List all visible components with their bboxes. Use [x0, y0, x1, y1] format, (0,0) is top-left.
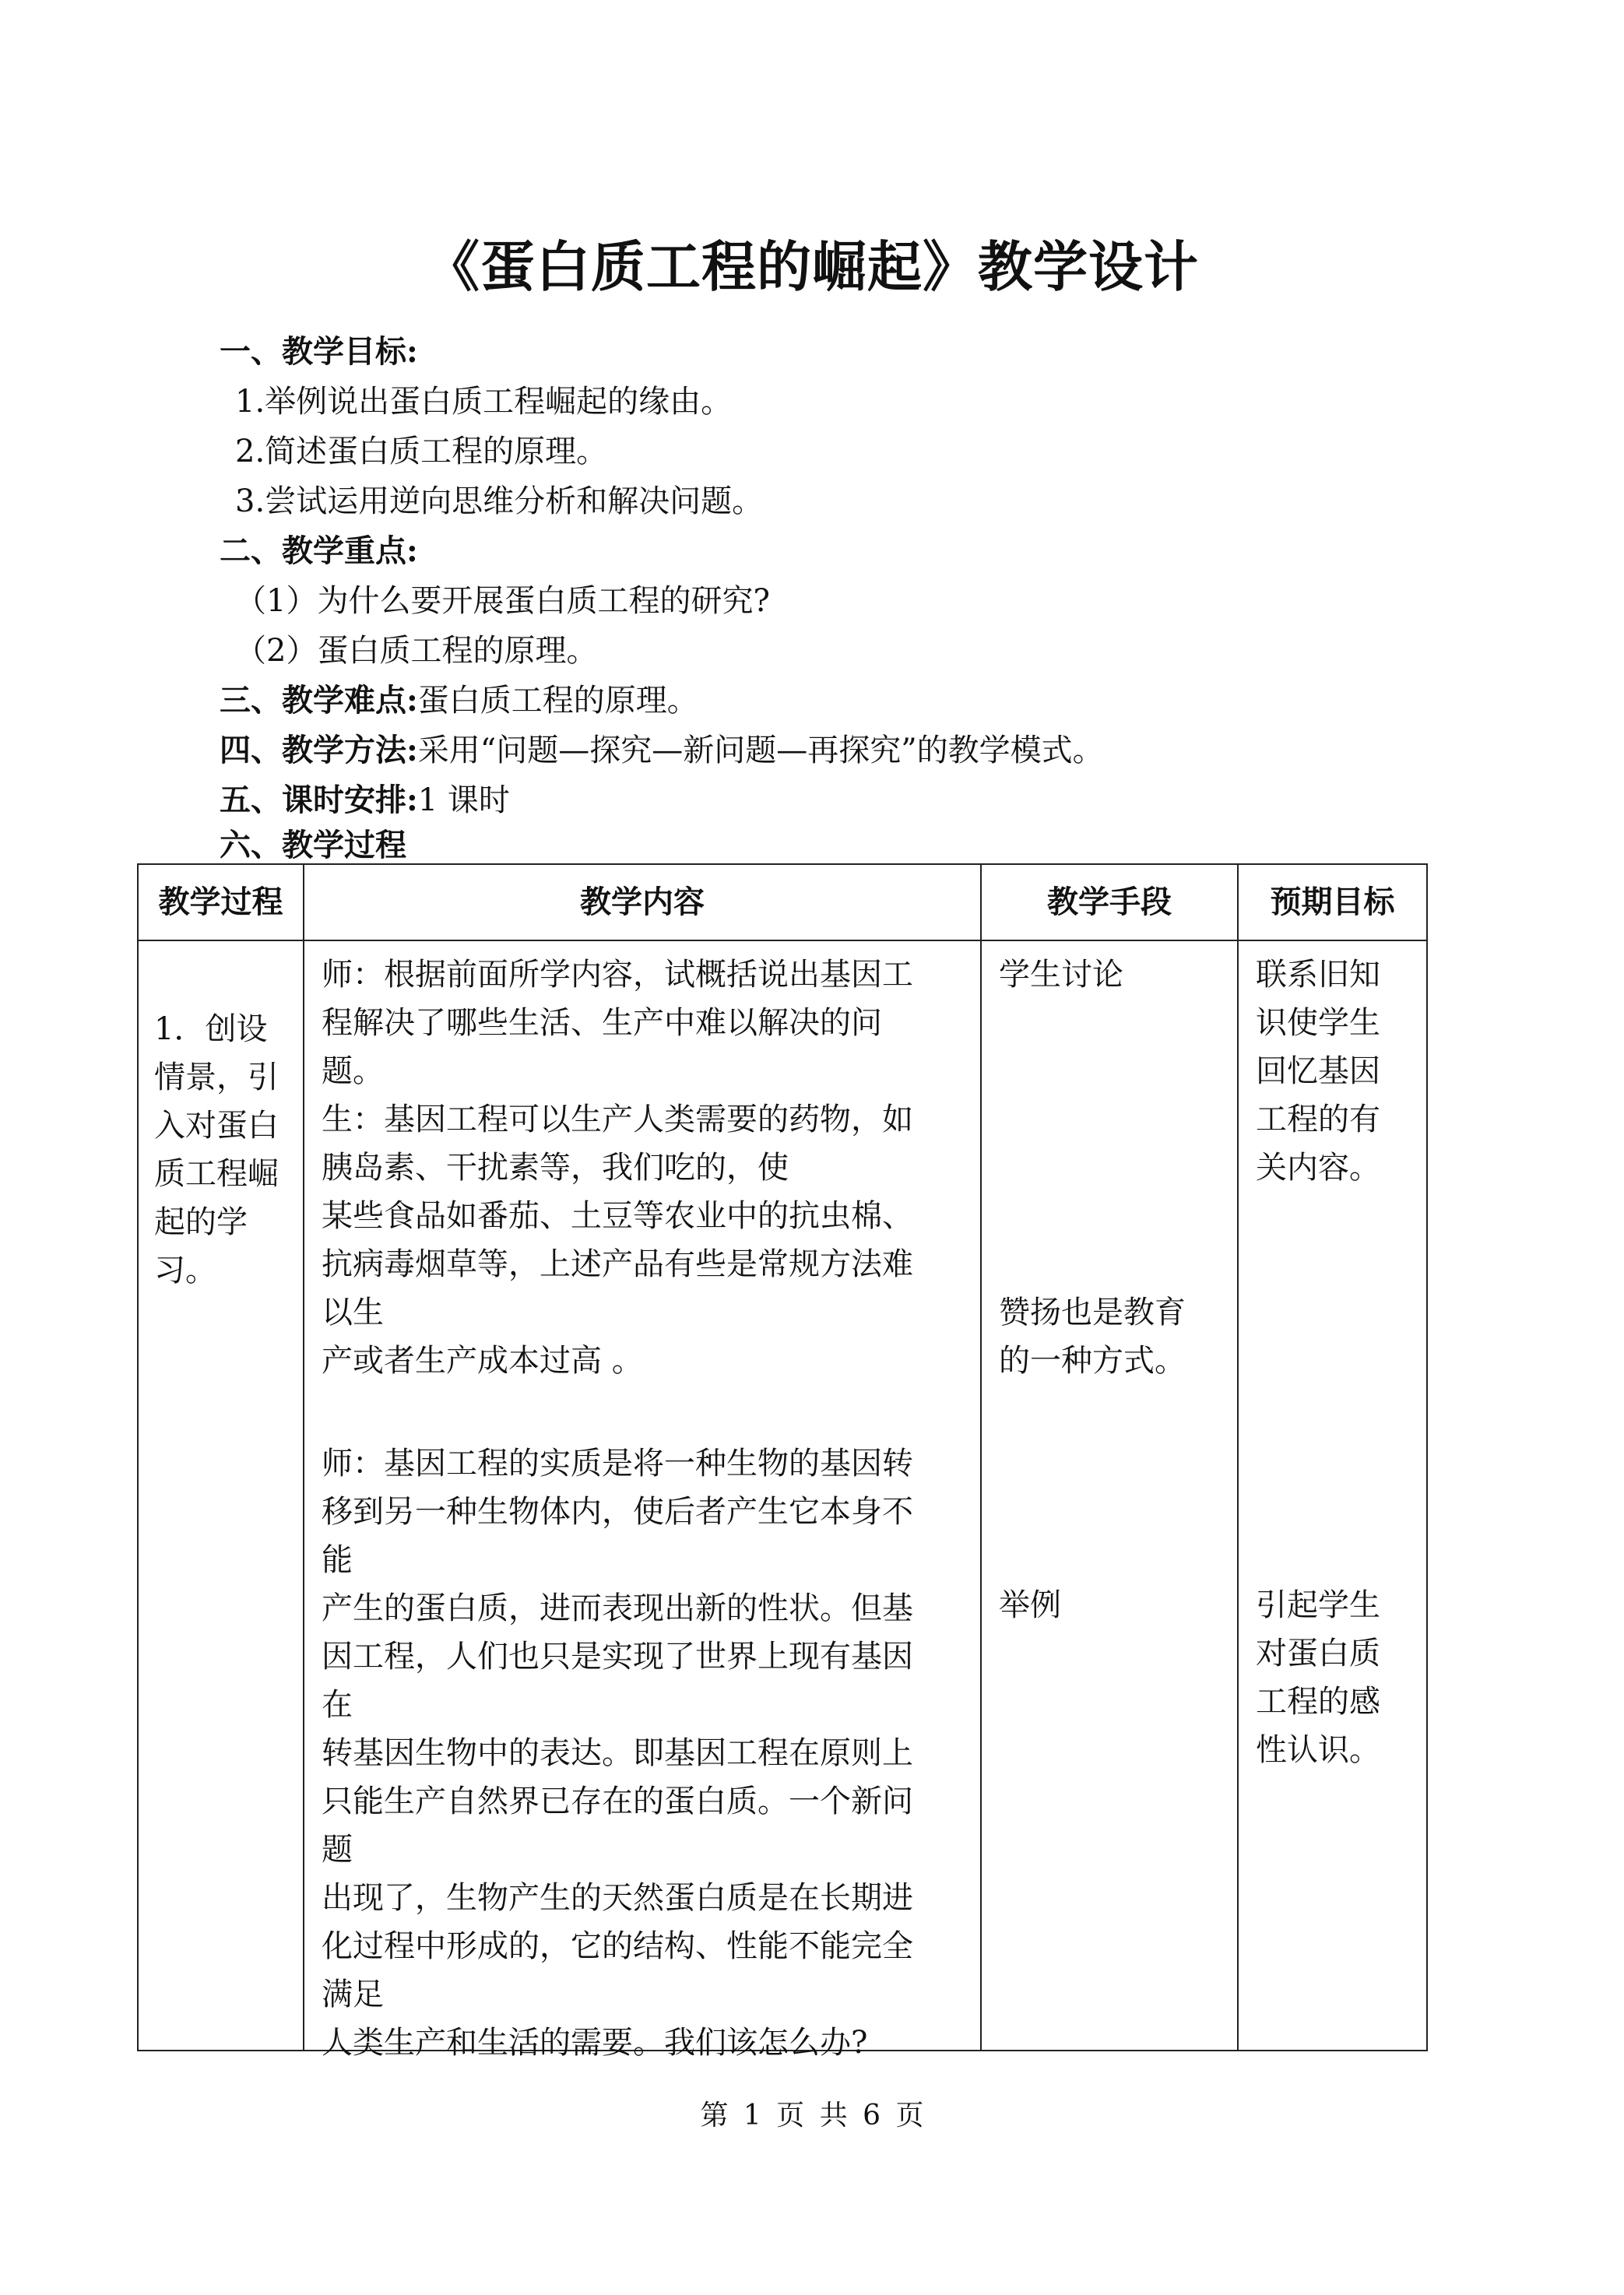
- goal-1: [1256, 951, 1380, 1192]
- content-line: 化过程中形成的，它的结构、性能不能完全: [322, 1928, 913, 1964]
- content-line: 抗病毒烟草等，上述产品有些是常规方法难: [322, 1246, 913, 1282]
- methods-line: [220, 726, 1104, 775]
- goal-line: 关内容。: [1256, 1150, 1380, 1186]
- content-line: 能: [322, 1542, 353, 1578]
- methods-text: 采用“问题—探究—新问题—再探究”的教学模式。: [417, 733, 1104, 768]
- goal-line: 识使学生: [1256, 1005, 1380, 1041]
- stage-line: 入对蛋白: [154, 1108, 279, 1144]
- header-means: 教学手段: [981, 864, 1238, 940]
- difficulties-text: 蛋白质工程的原理。: [417, 683, 698, 719]
- content-line: 在: [322, 1687, 353, 1723]
- stage-text: [154, 1005, 279, 1295]
- content-line: 移到另一种生物体内，使后者产生它本身不: [322, 1494, 913, 1530]
- content-line: 胰岛素、干扰素等，我们吃的，使: [322, 1150, 789, 1186]
- header-goal: 预期目标: [1238, 864, 1427, 940]
- table-row: [138, 940, 1427, 2051]
- goal-line: 性认识。: [1256, 1732, 1380, 1768]
- content-line: 以生: [322, 1295, 384, 1330]
- schedule-heading: 五、课时安排:: [220, 782, 418, 818]
- content-line: 题。: [322, 1053, 384, 1089]
- goal-line: 工程的感: [1256, 1684, 1380, 1720]
- objective-item: 3.尝试运用逆向思维分析和解决问题。: [235, 483, 764, 519]
- schedule-line: [220, 775, 510, 825]
- page-title: 《蛋白质工程的崛起》教学设计: [425, 234, 1199, 299]
- content-line: 人类生产和生活的需要。我们该怎么办?: [322, 2025, 868, 2061]
- content-line: 转基因生物中的表达。即基因工程在原则上: [322, 1735, 913, 1771]
- content-line: 某些食品如番茄、土豆等农业中的抗虫棉、: [322, 1198, 913, 1234]
- content-paragraph-2: [322, 1439, 913, 2067]
- means-cell: [981, 940, 1238, 2051]
- content-line: 满足: [322, 1977, 384, 2012]
- goal-cell: [1238, 940, 1427, 2051]
- objectives-heading: 一、教学目标:: [220, 333, 418, 370]
- methods-heading: 四、教学方法:: [220, 732, 418, 768]
- stage-line: 质工程崛: [154, 1156, 279, 1192]
- header-content: 教学内容: [304, 864, 981, 940]
- content-cell: [304, 940, 981, 2061]
- objective-item: 2.简述蛋白质工程的原理。: [235, 434, 608, 469]
- difficulties-heading: 三、教学难点:: [220, 682, 418, 719]
- content-line: 题: [322, 1832, 353, 1868]
- content-line: 产或者生产成本过高 。: [322, 1343, 643, 1379]
- teaching-process-table: [137, 863, 1428, 2061]
- objective-item: 1.举例说出蛋白质工程崛起的缘由。: [235, 384, 733, 420]
- content-paragraph-1: [322, 951, 913, 1385]
- means-line: 赞扬也是教育: [999, 1295, 1186, 1330]
- content-line: 师：基因工程的实质是将一种生物的基因转: [322, 1446, 913, 1481]
- content-line: 程解决了哪些生活、生产中难以解决的问: [322, 1005, 882, 1041]
- means-line: 学生讨论: [999, 957, 1123, 993]
- stage-line: 情景，引: [154, 1060, 279, 1095]
- process-heading: 六、教学过程: [220, 827, 406, 863]
- key-points-heading: 二、教学重点:: [220, 532, 418, 569]
- key-point-item: （2）蛋白质工程的原理。: [235, 633, 598, 669]
- table-header-row: [138, 864, 1427, 940]
- key-point-item: （1）为什么要开展蛋白质工程的研究?: [235, 583, 770, 619]
- header-process: 教学过程: [138, 864, 304, 940]
- stage-cell: [138, 940, 304, 2051]
- goal-line: 引起学生: [1256, 1587, 1380, 1623]
- goal-line: 工程的有: [1256, 1102, 1380, 1137]
- content-line: 只能生产自然界已存在的蛋白质。一个新问: [322, 1784, 913, 1819]
- stage-line: 1．创设: [154, 1011, 268, 1047]
- goal-line: 回忆基因: [1256, 1053, 1380, 1089]
- means-line: 的一种方式。: [999, 1343, 1186, 1379]
- stage-line: 习。: [154, 1253, 216, 1288]
- goal-line: 对蛋白质: [1256, 1636, 1380, 1671]
- difficulties-line: [220, 676, 698, 726]
- means-praise: [999, 1288, 1186, 1385]
- content-line: 师：根据前面所学内容，试概括说出基因工: [322, 957, 913, 993]
- schedule-text: 1 课时: [417, 782, 510, 818]
- means-discussion: [999, 951, 1123, 999]
- goal-2: [1256, 1581, 1380, 1774]
- content-line: 出现了，生物产生的天然蛋白质是在长期进: [322, 1880, 913, 1916]
- content-line: 因工程，人们也只是实现了世界上现有基因: [322, 1639, 913, 1675]
- content-line: 生：基因工程可以生产人类需要的药物，如: [322, 1102, 913, 1137]
- content-line: 产生的蛋白质，进而表现出新的性状。但基: [322, 1590, 913, 1626]
- stage-line: 起的学: [154, 1204, 248, 1240]
- means-line: 举例: [999, 1587, 1061, 1623]
- means-example: [999, 1581, 1061, 1629]
- goal-line: 联系旧知: [1256, 957, 1380, 993]
- page-footer: 第 1 页 共 6 页: [700, 2100, 924, 2132]
